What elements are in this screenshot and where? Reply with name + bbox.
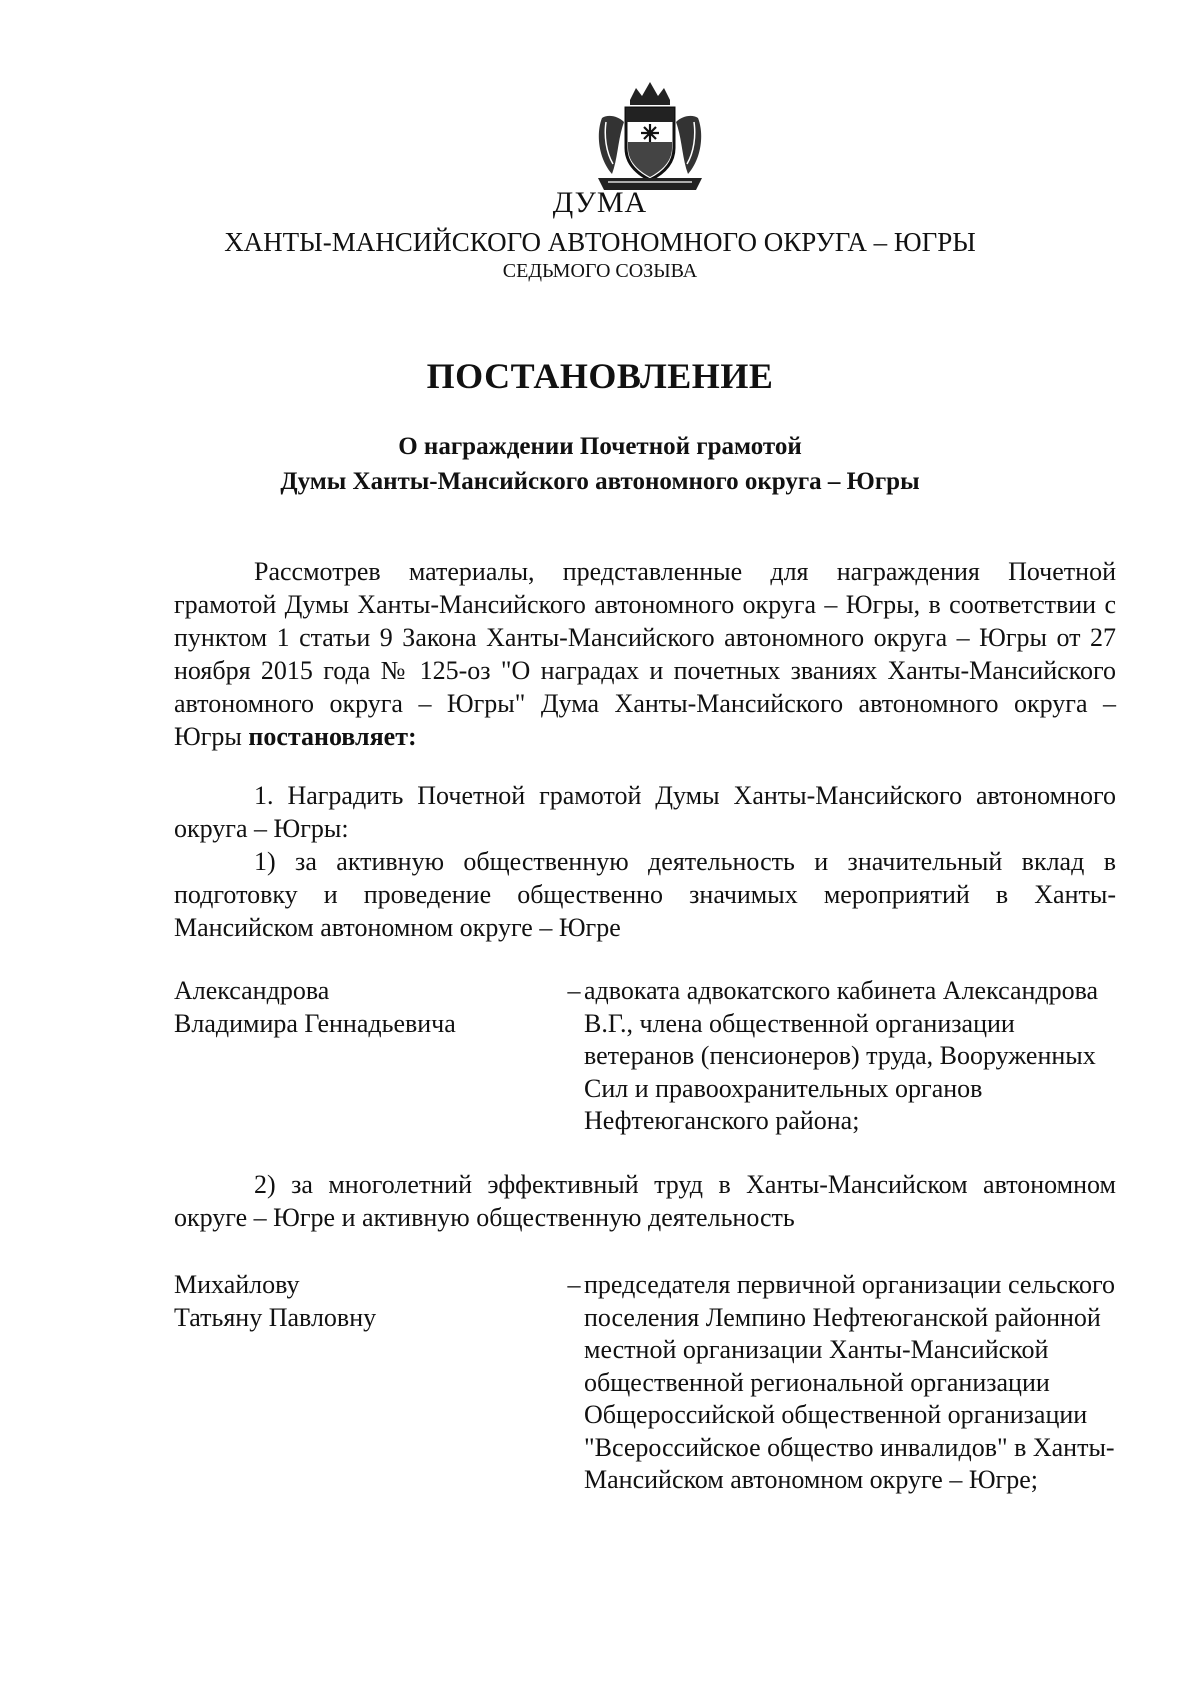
- issuer-name: ДУМА: [552, 186, 648, 219]
- coat-of-arms-icon: [588, 78, 712, 202]
- subclause-1: 1) за активную общественную деятельность и значительный вклад в подготовку и проведение общественно значимых мероприятий в Ханты-Мансийском автономном округе – Югре: [174, 847, 1116, 942]
- resolution-verb: постановляет:: [248, 722, 417, 751]
- awardee-dash: –: [567, 1270, 581, 1299]
- awardee-surname: Александрова: [174, 976, 330, 1005]
- preamble-paragraph: [174, 555, 1116, 753]
- awardee-dash: –: [567, 976, 581, 1005]
- issuer-region: ХАНТЫ-МАНСИЙСКОГО АВТОНОМНОГО ОКРУГА – ЮГРЫ: [224, 227, 976, 257]
- document-subject-line-1: О награждении Почетной грамотой: [398, 433, 802, 460]
- awardee-given-names: Татьяну Павловну: [174, 1302, 377, 1332]
- awardee-description: адвоката адвокатского кабинета Александрова В.Г., члена общественной организации ветеранов (пенсионеров) труда, Вооруженных Сил и правоохранительных органов Нефтеюганского района;: [584, 976, 1099, 1135]
- awardee-surname: Михайлову: [174, 1270, 300, 1299]
- awardee-name: [174, 975, 534, 1040]
- subclause-2: 2) за многолетний эффективный труд в Ханты-Мансийском автономном округе – Югре и активную общественную деятельность: [174, 1170, 1116, 1232]
- awardee-given-names: Владимира Геннадьевича: [174, 1008, 456, 1038]
- convocation: СЕДЬМОГО СОЗЫВА: [502, 260, 698, 282]
- clause-1: 1. Наградить Почетной грамотой Думы Ханты-Мансийского автономного округа – Югры:: [174, 781, 1116, 843]
- preamble-text: Рассмотрев материалы, представленные для награждения Почетной грамотой Думы Ханты-Мансийского автономного округа – Югры, в соответствии с пунктом 1 статьи 9 Закона Ханты-Мансийского автономного округа – Югры от 27 ноября 2015 года № 125-оз "О наградах и почетных званиях Ханты-Мансийского автономного округа – Югры" Дума Ханты-Мансийского автономного округа – Югры: [174, 557, 1116, 751]
- awardee-name: [174, 1269, 534, 1334]
- document-type-title: ПОСТАНОВЛЕНИЕ: [426, 356, 774, 396]
- awardee-description: председателя первичной организации сельского поселения Лемпино Нефтеюганской районной местной организации Ханты-Мансийской общественной региональной организации Общероссийской общественной организации "Всероссийское общество инвалидов" в Ханты-Мансийском автономном округе – Югре;: [584, 1270, 1116, 1494]
- document-subject-line-2: Думы Ханты-Мансийского автономного округа – Югры: [280, 468, 920, 495]
